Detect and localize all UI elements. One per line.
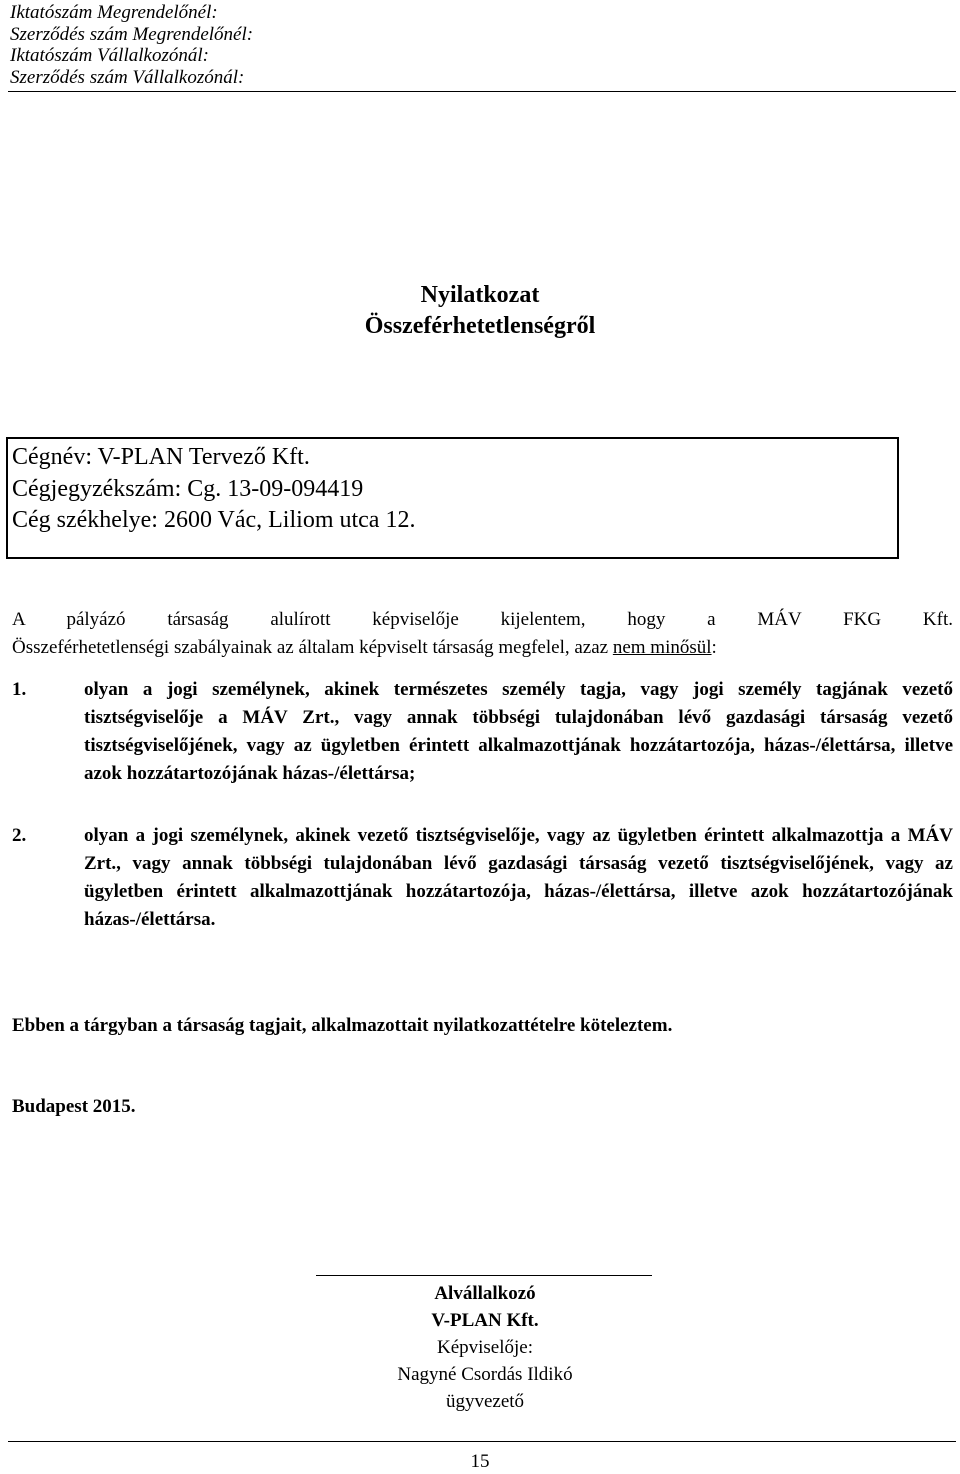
signature-role: Alvállalkozó bbox=[434, 1283, 536, 1304]
page-number: 15 bbox=[470, 1451, 490, 1472]
header-divider bbox=[8, 91, 956, 92]
signature-representative-label: Képviselője: bbox=[436, 1337, 534, 1358]
title-line-1: Nyilatkozat bbox=[420, 282, 540, 308]
list-item-number: 2. bbox=[12, 825, 27, 846]
intro-line-2-end: : bbox=[711, 637, 717, 658]
list-item-number: 1. bbox=[12, 679, 27, 700]
company-info-box bbox=[6, 437, 899, 559]
header-line-vallalkozo-iktatoszam: Iktatószám Vállalkozónál: bbox=[10, 45, 209, 66]
header-line-megrendelo-iktatoszam: Iktatószám Megrendelőnél: bbox=[10, 2, 218, 23]
list-item bbox=[12, 822, 953, 934]
place-and-date: Budapest 2015. bbox=[12, 1096, 136, 1117]
document-title bbox=[0, 280, 960, 342]
signature-block bbox=[255, 1280, 715, 1415]
header-line-megrendelo-szerzodes: Szerződés szám Megrendelőnél: bbox=[10, 23, 254, 45]
signature-position: ügyvezető bbox=[445, 1391, 525, 1412]
intro-line-2-start: Összeférhetetlenségi szabályainak az általam képviselt társaság megfelel, azaz bbox=[12, 637, 613, 658]
obligation-statement: Ebben a tárgyban a társaság tagjait, alkalmazottait nyilatkozattételre köteleztem. bbox=[12, 1015, 673, 1036]
document-header bbox=[10, 2, 253, 88]
intro-line-2 bbox=[12, 634, 953, 662]
title-line-2: Összeférhetetlenségről bbox=[364, 313, 596, 339]
list-item-text: olyan a jogi személynek, akinek vezető tisztségviselője, vagy az ügyletben érintett alkalmazottja a MÁV Zrt., vagy annak többségi tulajdonában lévő gazdasági társaság vezető tisztségviselőjének, vagy az ügyletben érintett alkalmazottjának hozzátartozója, házas-/élettársa, illetve azok hozzátartozójának házas-/élettársa. bbox=[84, 825, 953, 930]
intro-paragraph bbox=[12, 606, 953, 662]
signature-name: Nagyné Csordás Ildikó bbox=[397, 1364, 573, 1385]
footer-divider bbox=[8, 1441, 956, 1442]
signature-line bbox=[316, 1275, 652, 1276]
company-seat: Cég székhelye: 2600 Vác, Liliom utca 12. bbox=[12, 507, 416, 533]
company-registration: Cégjegyzékszám: Cg. 13-09-094419 bbox=[12, 475, 364, 502]
intro-line-1: A pályázó társaság alulírott képviselője kijelentem, hogy a MÁV FKG Kft. bbox=[12, 609, 953, 630]
signature-company: V-PLAN Kft. bbox=[431, 1310, 539, 1331]
list-item-text: olyan a jogi személynek, akinek természetes személy tagja, vagy jogi személy tagjának vezető tisztségviselője a MÁV Zrt., vagy annak többségi tulajdonában lévő gazdasági társaság vezető tisztségviselőjének, vagy az ügyletben érintett alkalmazottjának hozzátartozója, házas-/élettársa, illetve azok hozzátartozójának házas-/élettársa; bbox=[84, 679, 953, 784]
intro-underlined-phrase: nem minősül bbox=[612, 637, 712, 658]
header-line-vallalkozo-szerzodes: Szerződés szám Vállalkozónál: bbox=[10, 66, 245, 88]
list-item bbox=[12, 676, 953, 788]
company-name: Cégnév: V-PLAN Tervező Kft. bbox=[12, 444, 310, 470]
